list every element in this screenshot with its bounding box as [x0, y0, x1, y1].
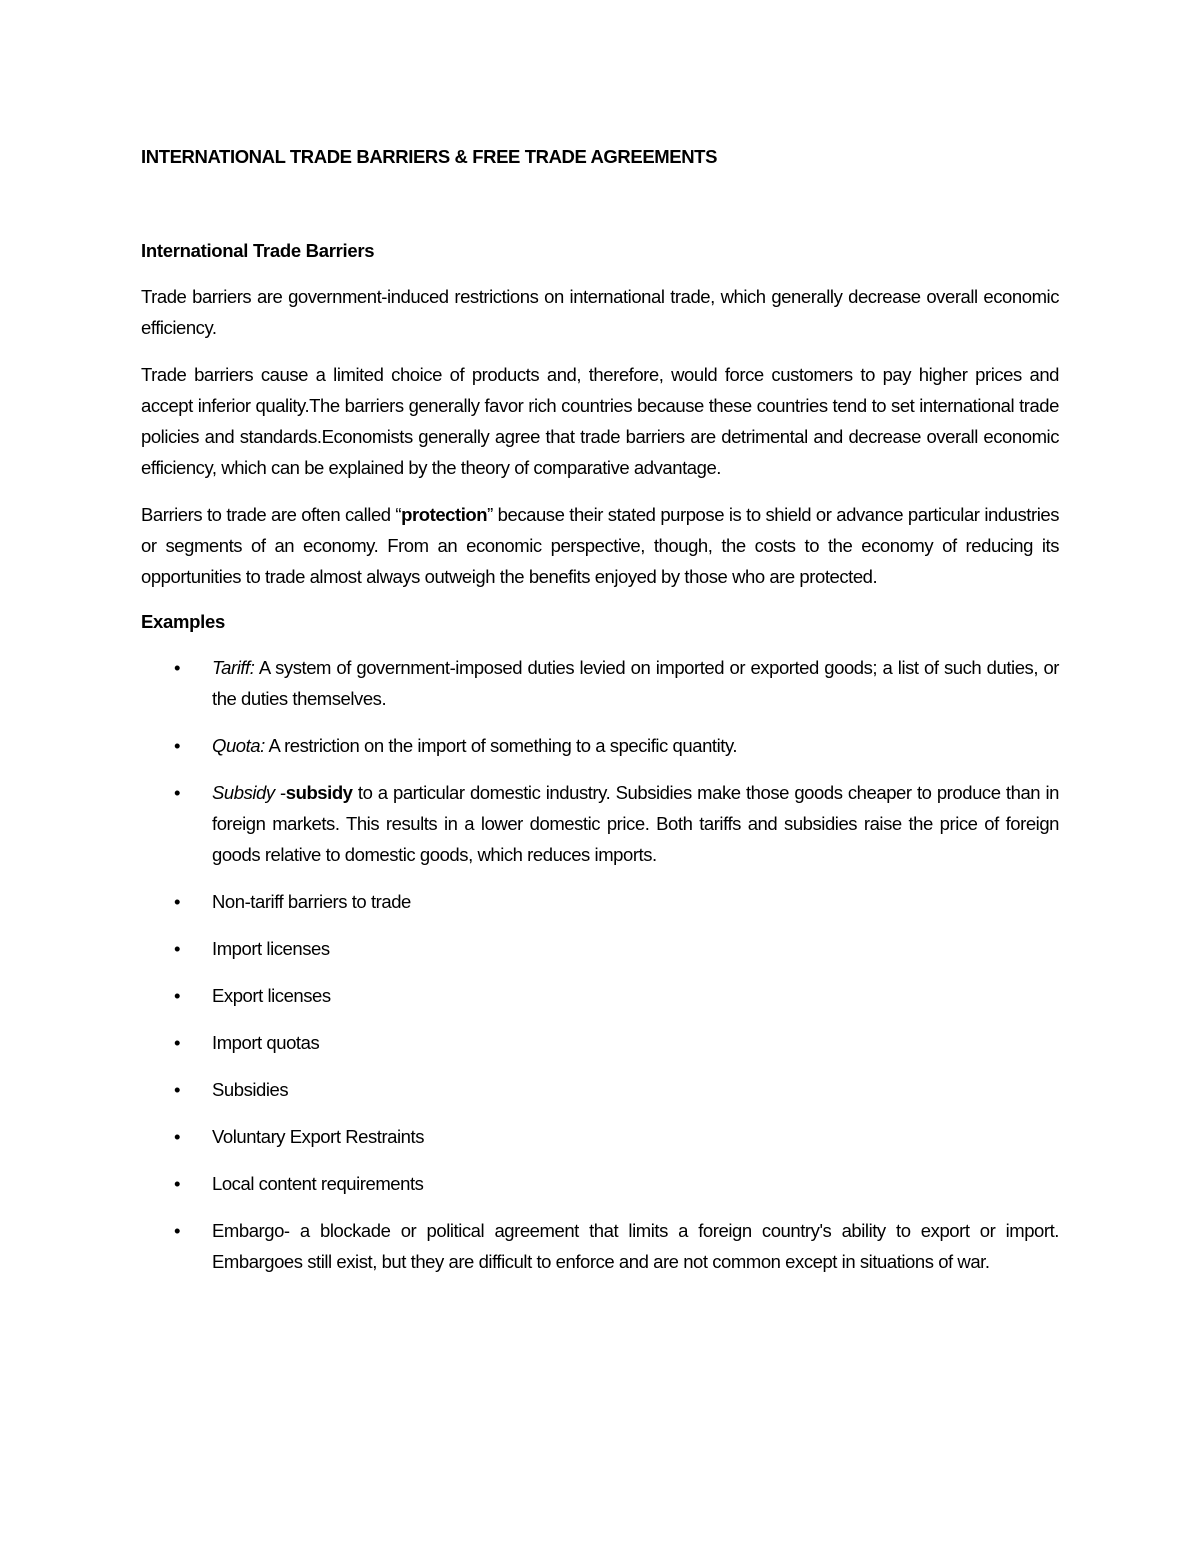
list-item [141, 1215, 1059, 1277]
text: ” because their stated purpose is to shield or advance particular industries or segments of an economy. From an economic perspective, though, the costs to the economy of reducing its opportunities to trade almost always outweigh the benefits enjoyed by those who are protected. [141, 504, 1059, 587]
item-text: Import licenses [212, 938, 330, 959]
bullet-icon: • [174, 1173, 181, 1194]
list-item [141, 933, 1059, 964]
item-text: Voluntary Export Restraints [212, 1126, 425, 1147]
list-item [141, 652, 1059, 714]
bullet-icon: • [174, 657, 181, 678]
term: Tariff: [212, 657, 255, 678]
definition: A system of government-imposed duties levied on imported or exported goods; a list of such duties, or the duties themselves. [212, 657, 1059, 709]
list-item [141, 1121, 1059, 1152]
item-text: Non-tariff barriers to trade [212, 891, 411, 912]
list-item [141, 980, 1059, 1011]
section-heading: International Trade Barriers [141, 240, 375, 261]
bullet-icon: • [174, 938, 181, 959]
bullet-icon: • [174, 782, 181, 803]
bullet-icon: • [174, 735, 181, 756]
item-text: Export licenses [212, 985, 331, 1006]
list-item [141, 1027, 1059, 1058]
term: Subsidy [212, 782, 275, 803]
list-item [141, 1168, 1059, 1199]
bold-term: subsidy [285, 782, 353, 803]
term: Quota: [212, 735, 265, 756]
bullet-icon: • [174, 891, 181, 912]
definition: to a particular domestic industry. Subsidies make those goods cheaper to produce than in foreign markets. This results in a lower domestic price. Both tariffs and subsidies raise the price of foreign goods relative to domestic goods, which reduces imports. [212, 782, 1059, 865]
text: Barriers to trade are often called “ [141, 504, 402, 525]
bullet-icon: • [174, 985, 181, 1006]
document-title: INTERNATIONAL TRADE BARRIERS & FREE TRADE AGREEMENTS [141, 146, 718, 167]
bold-term: protection [401, 504, 488, 525]
paragraph: Trade barriers are government-induced restrictions on international trade, which generally decrease overall economic efficiency. [141, 286, 1059, 338]
list-item [141, 1074, 1059, 1105]
list-item [141, 777, 1059, 870]
list-item [141, 886, 1059, 917]
bullet-icon: • [174, 1220, 181, 1241]
definition: A restriction on the import of something to a specific quantity. [264, 735, 738, 756]
examples-heading: Examples [141, 611, 225, 632]
item-text: Import quotas [212, 1032, 320, 1053]
paragraph: Trade barriers cause a limited choice of products and, therefore, would force customers to pay higher prices and accept inferior quality.The barriers generally favor rich countries because these countries tend to set international trade policies and standards.Economists generally agree that trade barriers are detrimental and decrease overall economic efficiency, which can be explained by the theory of comparative advantage. [141, 364, 1059, 478]
item-text: Embargo- a blockade or political agreement that limits a foreign country's ability to export or import. Embargoes still exist, but they are difficult to enforce and are not common except in situations of war. [212, 1220, 1059, 1272]
item-text: Subsidies [212, 1079, 289, 1100]
examples-list [141, 652, 1059, 1277]
bullet-icon: • [174, 1126, 181, 1147]
protection-paragraph [141, 499, 1059, 592]
item-text: Local content requirements [212, 1173, 424, 1194]
bullet-icon: • [174, 1079, 181, 1100]
document-page [141, 143, 1059, 1293]
list-item [141, 730, 1059, 761]
bullet-icon: • [174, 1032, 181, 1053]
dash: - [274, 782, 286, 803]
